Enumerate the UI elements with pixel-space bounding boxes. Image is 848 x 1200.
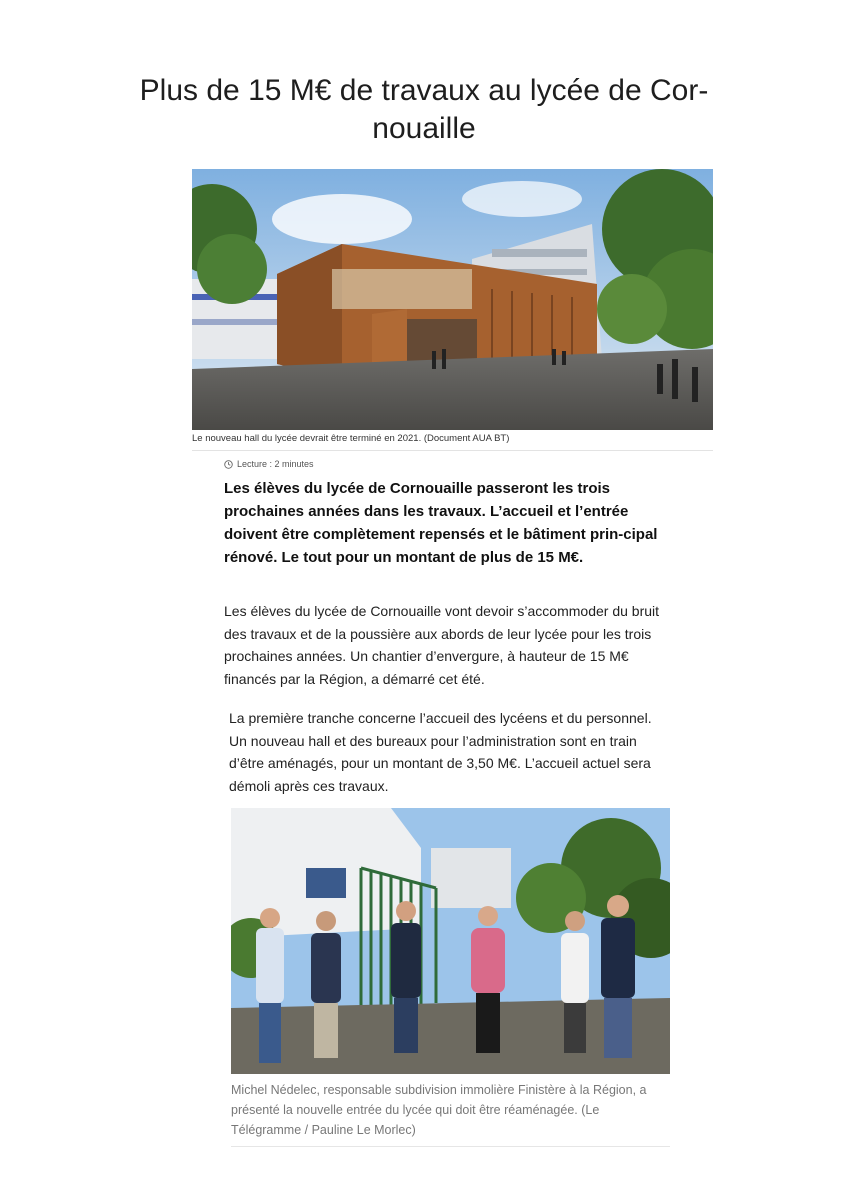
- photo-caption: Michel Nédelec, responsable subdivision immolière Finistère à la Région, a présenté la nouvelle entrée du lycée qui doit être réaménagée. (Le Télégramme / Pauline Le Morlec): [231, 1080, 670, 1147]
- page-title: Plus de 15 M€ de travaux au lycée de Cor-nouaille: [139, 74, 709, 145]
- article-paragraph-1: Les élèves du lycée de Cornouaille vont devoir s’accommoder du bruit des travaux et de la poussière aux abords de leur lycée pour les trois prochaines années. Un chantier d’envergure, à hauteur de 15 M€ financés par la Région, a démarré cet été.: [224, 603, 660, 687]
- article-lead: Les élèves du lycée de Cornouaille passeront les trois prochaines années dans les travaux. L’accueil et l’entrée doivent être complètement repensés et le bâtiment prin-cipal rénové. Le tout pour un montant de plus de 15 M€.: [224, 480, 658, 566]
- article-paragraph-2: La première tranche concerne l’accueil des lycéens et du personnel. Un nouveau hall et des bureaux pour l’administration sont en train d’être aménagés, pour un montant de 3,50 M€. L’accueil actuel sera démoli après ces travaux.: [229, 710, 652, 794]
- clock-icon: [224, 460, 233, 469]
- hero-caption: Le nouveau hall du lycée devrait être terminé en 2021. (Document AUA BT): [192, 433, 713, 451]
- reading-time: [224, 459, 314, 469]
- reading-time-label: Lecture : 2 minutes: [237, 459, 314, 469]
- hero-image: [192, 169, 713, 430]
- article-photo: [231, 808, 670, 1074]
